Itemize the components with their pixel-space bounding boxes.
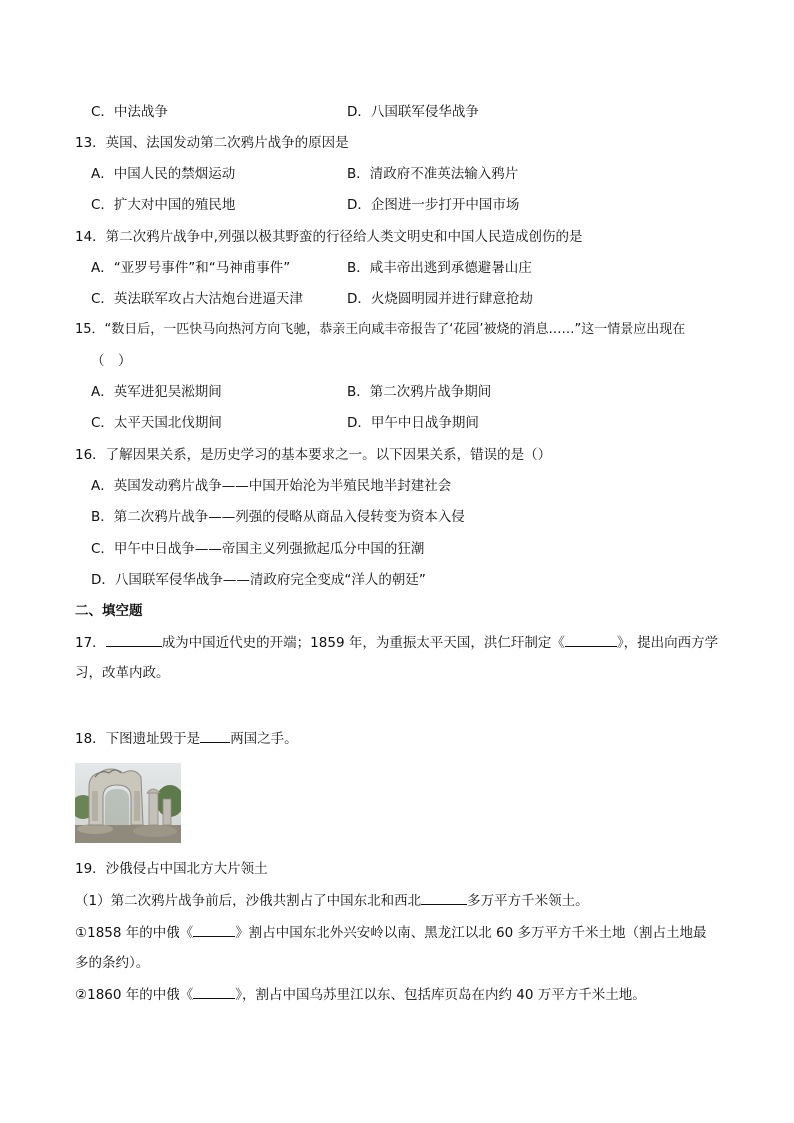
q19-item2-text-1: ②1860 年的中俄《 bbox=[75, 987, 194, 1003]
section-title-fill-in: 二、填空题 bbox=[75, 603, 143, 619]
q13-option-b[interactable]: B．清政府不准英法输入鸦片 bbox=[347, 166, 519, 182]
q15-option-c[interactable]: C．太平天国北伐期间 bbox=[91, 415, 222, 431]
q18-stem bbox=[75, 728, 298, 749]
q12-option-c[interactable]: C．中法战争 bbox=[91, 104, 168, 120]
q19-item1-line2: 多的条约）。 bbox=[75, 955, 150, 971]
q17-blank-2[interactable] bbox=[565, 632, 617, 647]
q19-item1-text-1: ①1858 年的中俄《 bbox=[75, 925, 194, 941]
q19-item1-blank[interactable] bbox=[193, 922, 235, 937]
q17-text-1: 成为中国近代史的开端；1859 年，为重振太平天国，洪仁玕制定《 bbox=[161, 635, 565, 651]
q16-option-d[interactable]: D．八国联军侵华战争——清政府完全变成“洋人的朝廷” bbox=[91, 572, 426, 588]
q14-option-c[interactable]: C．英法联军攻占大沽炮台进逼天津 bbox=[91, 291, 303, 307]
q13-option-a[interactable]: A．中国人民的禁烟运动 bbox=[91, 166, 236, 182]
q18-text-2: 两国之手。 bbox=[230, 731, 298, 747]
q13-option-d[interactable]: D．企图进一步打开中国市场 bbox=[347, 197, 520, 213]
q19-item1-line1 bbox=[75, 922, 707, 943]
q17-line2: 习，改革内政。 bbox=[75, 665, 170, 681]
q15-option-b[interactable]: B．第二次鸦片战争期间 bbox=[347, 384, 492, 400]
q15-option-a[interactable]: A．英军进犯吴淞期间 bbox=[91, 384, 222, 400]
q16-option-a[interactable]: A．英国发动鸦片战争——中国开始沦为半殖民地半封建社会 bbox=[91, 478, 452, 494]
ruins-photo bbox=[75, 763, 181, 843]
q18-text-1: 18．下图遗址毁于是 bbox=[75, 731, 201, 747]
q16-stem: 16．了解因果关系，是历史学习的基本要求之一。以下因果关系，错误的是（） bbox=[75, 447, 552, 463]
q13-option-c[interactable]: C．扩大对中国的殖民地 bbox=[91, 197, 236, 213]
q14-option-d[interactable]: D．火烧圆明园并进行肆意抢劫 bbox=[347, 291, 533, 307]
q15-option-d[interactable]: D．甲午中日战争期间 bbox=[347, 415, 479, 431]
q14-option-a[interactable]: A．“亚罗号事件”和“马神甫事件” bbox=[91, 260, 291, 276]
q19-sub1-text-1: （1）第二次鸦片战争前后，沙俄共割占了中国东北和西北 bbox=[75, 893, 422, 909]
q19-sub1-text-2: 多万平方千米领土。 bbox=[467, 893, 589, 909]
q18-blank[interactable] bbox=[200, 728, 230, 743]
q15-stem-line1: 15．“数日后，一匹快马向热河方向飞驰，恭亲王向咸丰帝报告了‘花园’被烧的消息……”这一情景应出现在 bbox=[75, 322, 686, 337]
q19-sub1 bbox=[75, 890, 589, 911]
q19-sub1-blank[interactable] bbox=[421, 890, 467, 905]
q16-option-c[interactable]: C．甲午中日战争——帝国主义列强掀起瓜分中国的狂潮 bbox=[91, 541, 425, 557]
q19-item2 bbox=[75, 984, 646, 1005]
q12-option-d[interactable]: D．八国联军侵华战争 bbox=[347, 104, 479, 120]
q14-stem: 14．第二次鸦片战争中,列强以极其野蛮的行径给人类文明史和中国人民造成创伤的是 bbox=[75, 229, 583, 245]
q19-item2-blank[interactable] bbox=[193, 984, 235, 999]
q17-line1 bbox=[75, 632, 718, 653]
q17-number: 17． bbox=[75, 635, 106, 651]
q16-option-b[interactable]: B．第二次鸦片战争——列强的侵略从商品入侵转变为资本入侵 bbox=[91, 509, 465, 525]
q19-item2-text-2: 》，割占中国乌苏里江以东、包括库页岛在内约 40 万平方千米土地。 bbox=[235, 987, 646, 1003]
q19-item1-text-2: 》割占中国东北外兴安岭以南、黑龙江以北 60 多万平方千米土地（割占土地最 bbox=[235, 925, 707, 941]
q17-text-2: 》，提出向西方学 bbox=[616, 635, 719, 651]
q13-stem: 13．英国、法国发动第二次鸦片战争的原因是 bbox=[75, 135, 349, 151]
q17-blank-1[interactable] bbox=[106, 632, 162, 647]
q14-option-b[interactable]: B．咸丰帝出逃到承德避暑山庄 bbox=[347, 260, 532, 276]
q19-stem: 19．沙俄侵占中国北方大片领土 bbox=[75, 861, 268, 877]
q15-stem-line2: （ ） bbox=[91, 353, 132, 369]
